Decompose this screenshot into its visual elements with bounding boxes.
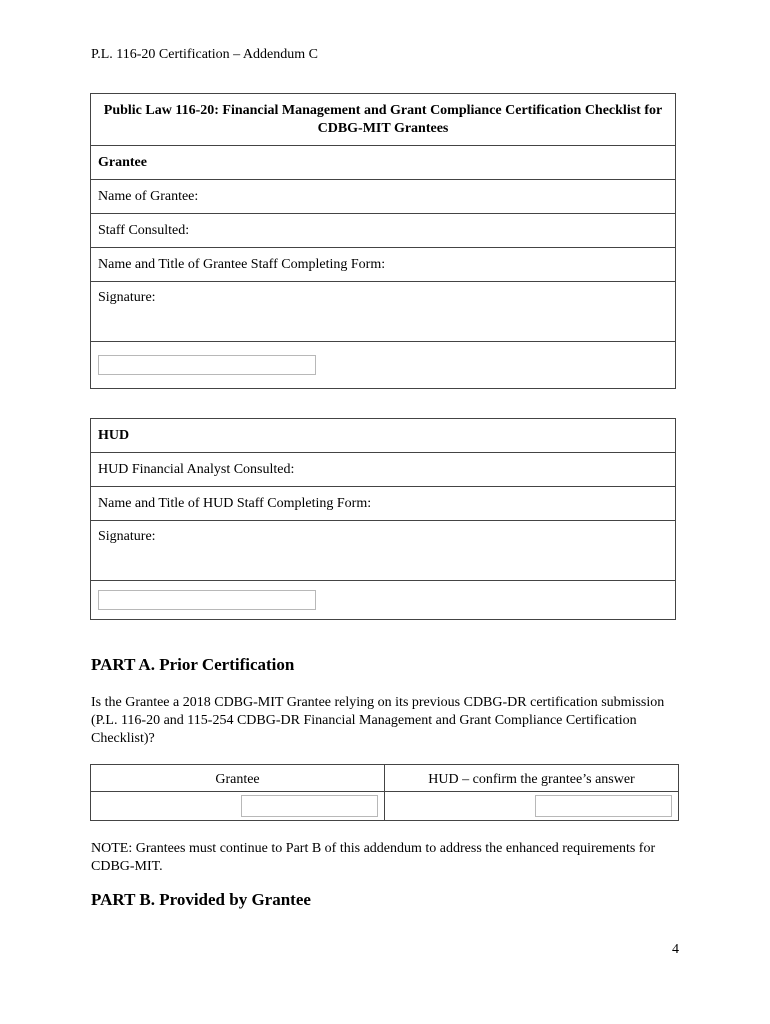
part-a-question: Is the Grantee a 2018 CDBG-MIT Grantee relying on its previous CDBG-DR certification submission (P.L. 116-20 and 115-254 CDBG-DR Financial Management and Grant Compliance Certification Checklist)? [91, 695, 665, 746]
grantee-section-label: Grantee [91, 146, 676, 180]
hud-signature-label: Signature: [91, 521, 676, 581]
part-a-answer-table [90, 764, 679, 821]
grantee-completer-label: Name and Title of Grantee Staff Completing Form: [91, 248, 676, 282]
hud-analyst-label: HUD Financial Analyst Consulted: [91, 453, 676, 487]
part-a-note: NOTE: Grantees must continue to Part B of this addendum to address the enhanced requirements for CDBG-MIT. [91, 841, 656, 874]
grantee-date-cell [91, 342, 676, 389]
page-number: 4 [672, 942, 679, 957]
running-header: P.L. 116-20 Certification – Addendum C [91, 47, 318, 62]
grantee-info-table [90, 93, 676, 389]
hud-column-header: HUD – confirm the grantee’s answer [385, 765, 679, 792]
grantee-answer-cell [91, 792, 385, 821]
hud-date-field[interactable] [98, 590, 316, 610]
part-b-heading: PART B. Provided by Grantee [91, 890, 311, 909]
grantee-column-header: Grantee [91, 765, 385, 792]
grantee-answer-field[interactable] [241, 795, 378, 817]
part-a-heading: PART A. Prior Certification [91, 655, 295, 674]
grantee-date-field[interactable] [98, 355, 316, 375]
hud-section-label: HUD [91, 419, 676, 453]
hud-date-cell [91, 581, 676, 620]
grantee-name-label: Name of Grantee: [91, 180, 676, 214]
hud-completer-label: Name and Title of HUD Staff Completing Form: [91, 487, 676, 521]
staff-consulted-label: Staff Consulted: [91, 214, 676, 248]
grantee-signature-label: Signature: [91, 282, 676, 342]
hud-answer-cell [385, 792, 679, 821]
hud-info-table [90, 418, 676, 620]
hud-answer-field[interactable] [535, 795, 672, 817]
checklist-title: Public Law 116-20: Financial Management and Grant Compliance Certification Checklist for CDBG-MIT Grantees [91, 94, 676, 146]
